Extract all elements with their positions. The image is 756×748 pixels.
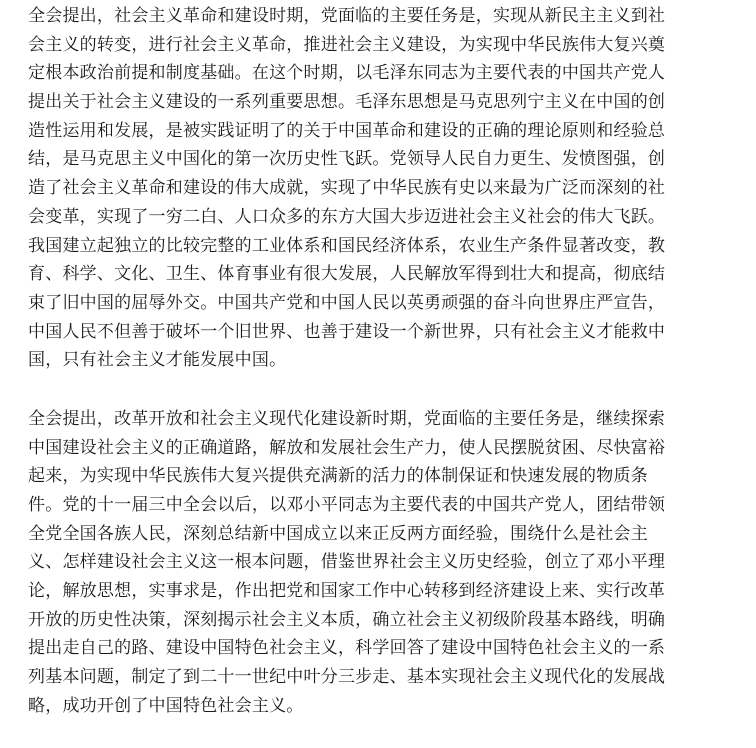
text-line: 会变革，实现了一穷二白、人口众多的东方大国大步迈进社会主义社会的伟大飞跃。 [28,206,666,227]
text-line: 全党全国各族人民，深刻总结新中国成立以来正反两方面经验，围绕什么是社会主 [28,523,648,544]
text-line: 造性运用和发展，是被实践证明了的关于中国革命和建设的正确的理论原则和经验总 [28,120,666,141]
text-line: 我国建立起独立的比较完整的工业体系和国民经济体系，农业生产条件显著改变，教 [28,235,666,256]
text-line: 提出走自己的路、建设中国特色社会主义，科学回答了建设中国特色社会主义的一系 [28,638,666,659]
paragraph-2 [28,405,736,721]
text-line: 全会提出，改革开放和社会主义现代化建设新时期，党面临的主要任务是，继续探索 [28,408,666,429]
text-line: 略，成功开创了中国特色社会主义。 [28,695,304,716]
text-line: 件。党的十一届三中全会以后，以邓小平同志为主要代表的中国共产党人，团结带领 [28,495,666,515]
text-line: 开放的历史性决策，深刻揭示社会主义本质，确立社会主义初级阶段基本路线，明确 [28,609,666,630]
text-line: 提出关于社会主义建设的一系列重要思想。毛泽东思想是马克思列宁主义在中国的创 [28,92,666,113]
text-line: 列基本问题，制定了到二十一世纪中叶分三步走、基本实现社会主义现代化的发展战 [28,667,666,688]
text-line: 结，是马克思主义中国化的第一次历史性飞跃。党领导人民自力更生、发愤图强，创 [28,149,666,170]
text-line: 全会提出，社会主义革命和建设时期，党面临的主要任务是，实现从新民主主义到社 [28,6,666,26]
text-line: 束了旧中国的屈辱外交。中国共产党和中国人民以英勇顽强的奋斗向世界庄严宣告， [28,292,666,313]
paragraph-spacer [28,375,736,405]
text-line: 育、科学、文化、卫生、体育事业有很大发展，人民解放军得到壮大和提高，彻底结 [28,264,666,285]
text-line: 中国建设社会主义的正确道路，解放和发展社会生产力，使人民摆脱贫困、尽快富裕 [28,437,666,458]
text-line: 会主义的转变，进行社会主义革命，推进社会主义建设，为实现中华民族伟大复兴奠 [28,34,666,55]
paragraph-1 [28,2,736,375]
text-line: 造了社会主义革命和建设的伟大成就，实现了中华民族有史以来最为广泛而深刻的社 [28,178,666,199]
text-line: 中国人民不但善于破坏一个旧世界、也善于建设一个新世界，只有社会主义才能救中 [28,321,666,342]
text-line: 国，只有社会主义才能发展中国。 [28,350,287,371]
text-line: 定根本政治前提和制度基础。在这个时期，以毛泽东同志为主要代表的中国共产党人 [28,63,666,84]
text-line: 起来，为实现中华民族伟大复兴提供充满新的活力的体制保证和快速发展的物质条 [28,466,648,487]
text-line: 论，解放思想，实事求是，作出把党和国家工作中心转移到经济建设上来、实行改革 [28,581,666,602]
text-line: 义、怎样建设社会主义这一根本问题，借鉴世界社会主义历史经验，创立了邓小平理 [28,552,666,573]
